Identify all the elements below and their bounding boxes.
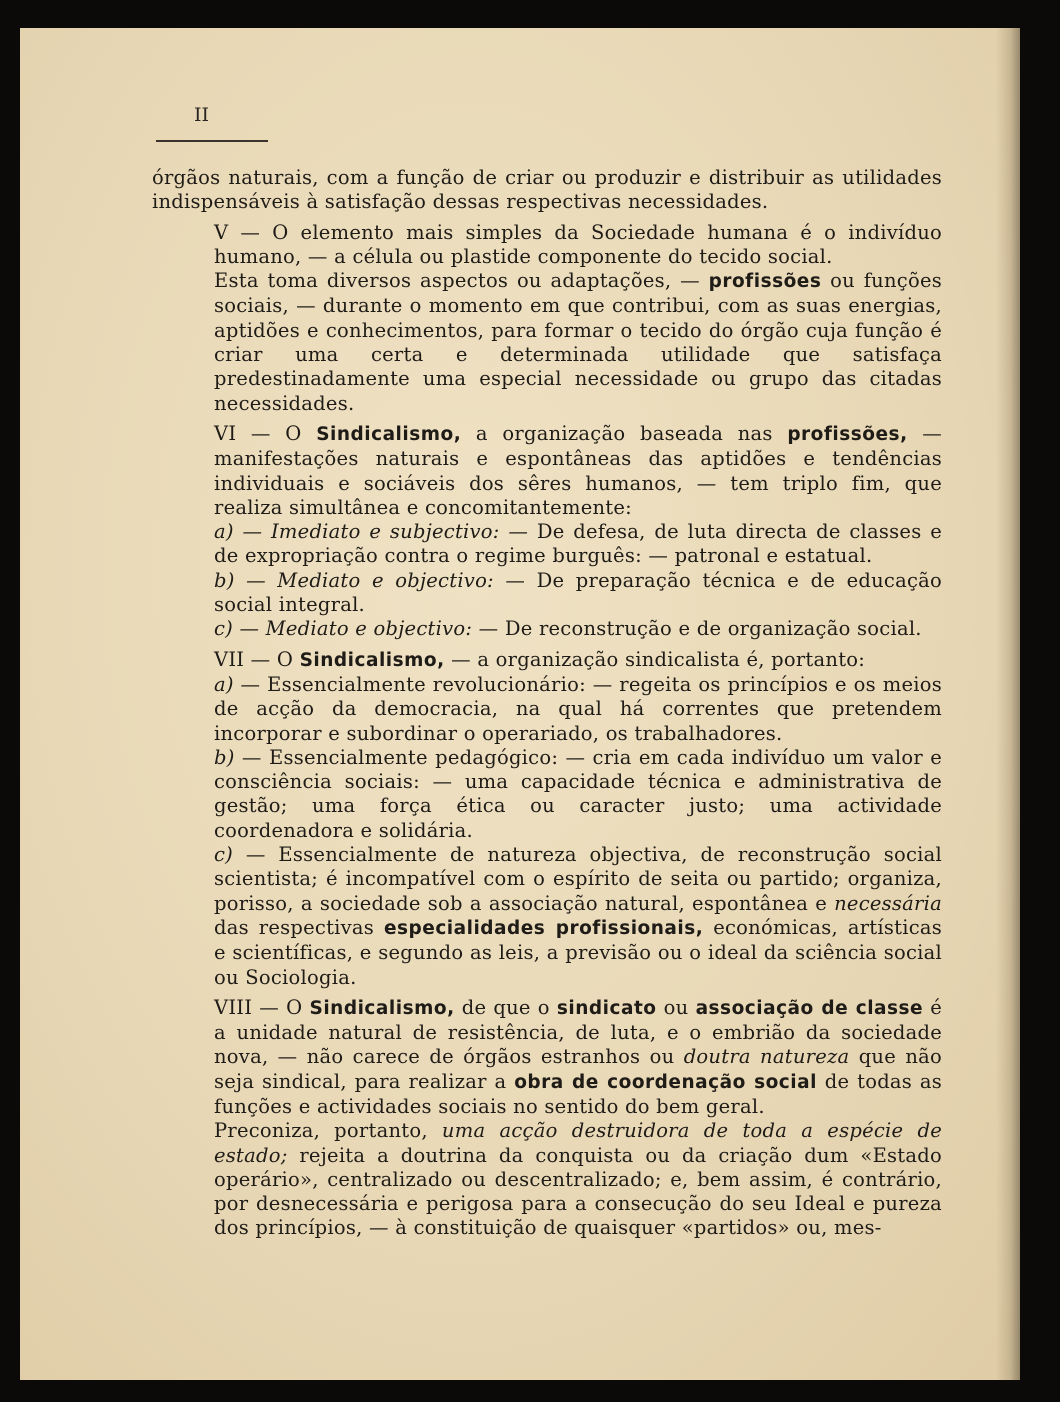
body-text [152,166,942,1241]
paragraph-vi-a: a) — Imediato e subjectivo: — De defesa, de luta directa de classes e de expropriação contra o regime burguês: — patronal e estatual. [214,520,942,568]
paragraph-vi-c: c) — Mediato e objectivo: — De reconstrução e de organização social. [214,617,922,641]
paragraph-esta-toma: Esta toma diversos aspectos ou adaptações, — profissões ou funções sociais, — durante o momento em que contribui, com as suas energias, aptidões e conhecimentos, para formar o tecido do órgão cuja função é criar uma certa e determinada utilidade que satisfaça predestinadamente uma especial necessidade ou grupo das citadas necessidades. [214,269,942,415]
paragraph-preconiza: Preconiza, portanto, uma acção destruidora de toda a espécie de estado; rejeita a doutrina da conquista ou da criação dum «Estado operário», centralizado ou descentralizado; e, bem assim, é contrário, por desnecessária e perigosa para a consecução do seu Ideal e pureza dos princípios, — à constituição de quaisquer «partidos» ou, mes- [214,1119,942,1240]
header-rule [156,140,268,142]
paragraph-vi-b: b) — Mediato e objectivo: — De preparação técnica e de educação social integral. [214,568,943,617]
paragraph-v: V — O elemento mais simples da Sociedade humana é o indivíduo humano, — a célula ou plastide componente do tecido social. [214,220,942,268]
page-number: II [194,104,210,126]
paragraph-vi: VI — O Sindicalismo, a organização baseada nas profissões, — manifestações naturais e espontâneas das aptidões e tendências individuais e sociáveis dos sêres humanos, — tem triplo fim, que realiza simultânea e concomitantemente: [214,421,942,519]
paragraph-vii: VII — O Sindicalismo, — a organização sindicalista é, portanto: [214,647,866,671]
paragraph-continuation: órgãos naturais, com a função de criar ou produzir e distribuir as utilidades indispensáveis à satisfação dessas respectivas necessidades. [152,166,942,214]
paragraph-vii-c: c) — Essencialmente de natureza objectiva, de reconstrução social scientista; é incompatível com o espírito de seita ou partido; organiza, porisso, a sociedade sob a associação natural, espontânea e necessária das respectivas especialidades profissionais, económicas, artísticas e scientíficas, e segundo as leis, a previsão ou o ideal da sciência social ou Sociologia. [214,843,942,989]
paragraph-vii-b: b) — Essencialmente pedagógico: — cria em cada indivíduo um valor e consciência sociais: — uma capacidade técnica e administrativa de gestão; uma força ética ou caracter justo; uma actividade coordenadora e solidária. [214,745,942,842]
paragraph-vii-a: a) — Essencialmente revolucionário: — regeita os princípios e os meios de acção da democracia, na qual há correntes que pretendem incorporar e subordinar o operariado, os trabalhadores. [214,672,942,745]
scanned-page [20,28,1020,1380]
page-edge-shadow [996,28,1020,1380]
paragraph-viii: VIII — O Sindicalismo, de que o sindicato ou associação de classe é a unidade natural de resistência, de luta, e o embrião da sociedade nova, — não carece de órgãos estranhos ou doutra natureza que não seja sindical, para realizar a obra de coordenação social de todas as funções e actividades sociais no sentido do bem geral. [214,995,943,1118]
